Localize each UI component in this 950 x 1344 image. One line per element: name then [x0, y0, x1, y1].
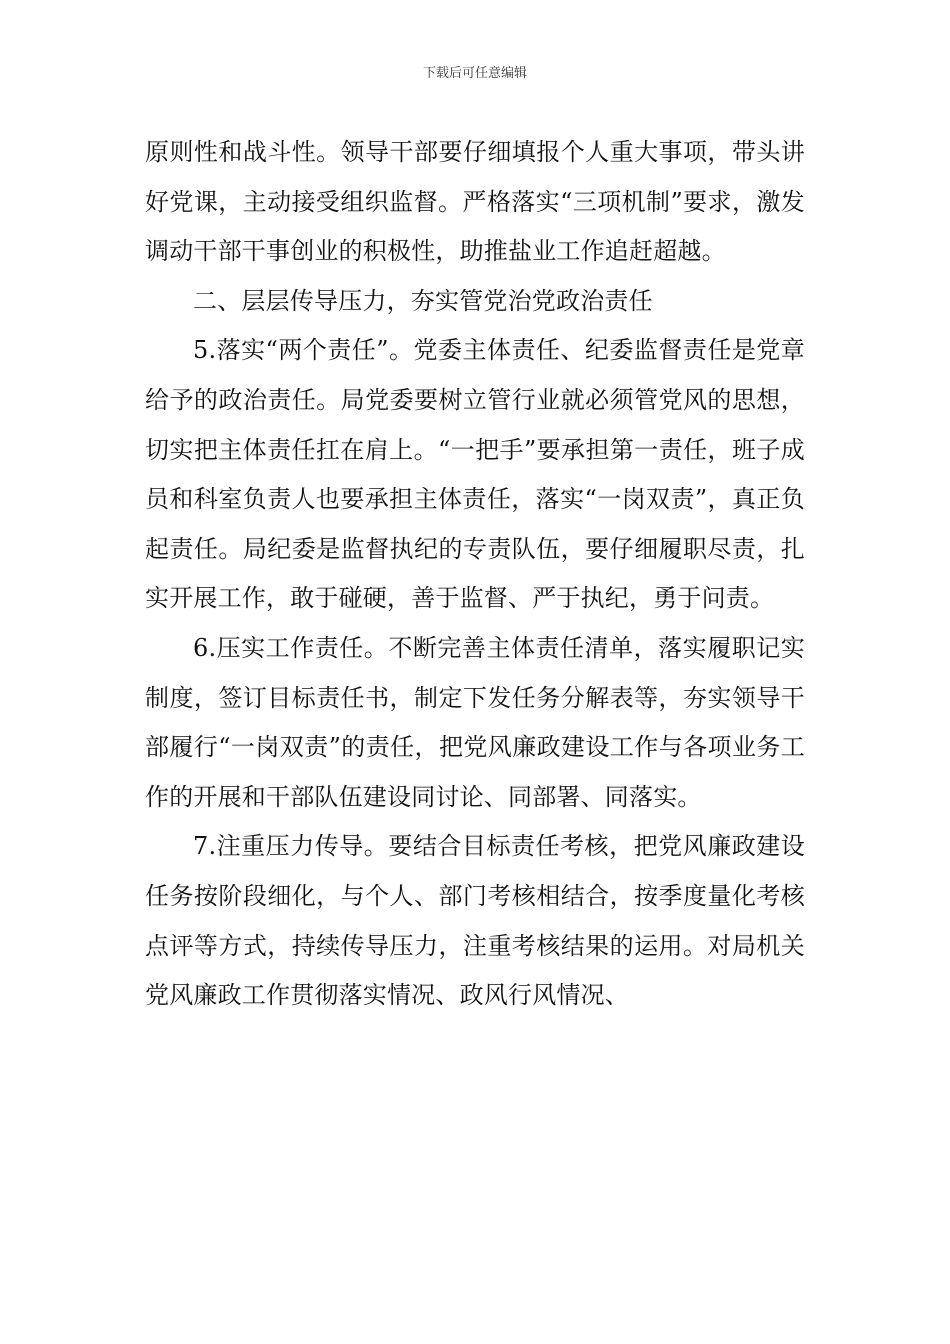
paragraph-continuation: 原则性和战斗性。领导干部要仔细填报个人重大事项，带头讲好党课，主动接受组织监督。严格落实“三项机制”要求，激发调动干部干事创业的积极性，助推盐业工作追赶超越。	[145, 138, 805, 266]
paragraph-item-7: 7.注重压力传导。要结合目标责任考核，把党风廉政建设任务按阶段细化，与个人、部门考核相结合，按季度量化考核点评等方式，持续传导压力，注重考核结果的运用。对局机关党风廉政工作贯彻落实情况、政风行风情况、	[145, 832, 805, 1010]
section-heading: 二、层层传导压力，夯实管党治党政治责任	[193, 286, 653, 315]
paragraph-item-6: 6.压实工作责任。不断完善主体责任清单，落实履职记实制度，签订目标责任书，制定下发任务分解表等，夯实领导干部履行“一岗双责”的责任，把党风廉政建设工作与各项业务工作的开展和干部队伍建设同讨论、同部署、同落实。	[145, 633, 805, 811]
page-header: 下载后可任意编辑	[422, 66, 527, 81]
document-body	[145, 128, 805, 1021]
paragraph-item-5: 5.落实“两个责任”。党委主体责任、纪委监督责任是党章给予的政治责任。局党委要树立管行业就必须管党风的思想，切实把主体责任扛在肩上。“一把手”要承担第一责任，班子成员和科室负责人也要承担主体责任，落实“一岗双责”，真正负起责任。局纪委是监督执纪的专责队伍，要仔细履职尽责，扎实开展工作，敢于碰硬，善于监督、严于执纪，勇于问责。	[145, 336, 805, 613]
